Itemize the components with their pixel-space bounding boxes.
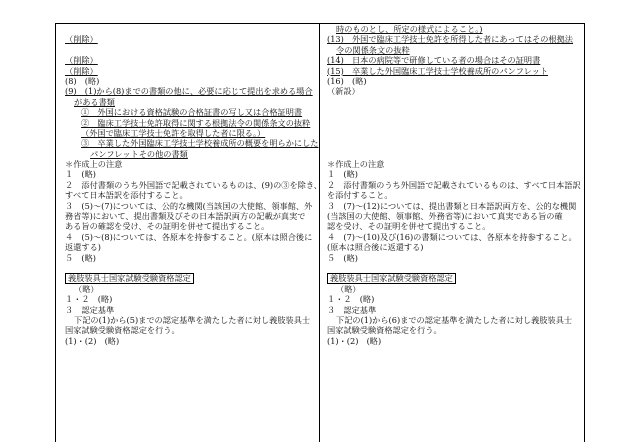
text-line: (9) (1)から(8)までの書類の他に、必要に応じて提出を求める場合 bbox=[65, 86, 313, 97]
left-column-revised bbox=[65, 24, 322, 346]
text-line: (15) 卒業した外国臨床工学技士学校養成所のパンフレット bbox=[327, 65, 549, 76]
text-line bbox=[327, 149, 579, 159]
spacer bbox=[327, 263, 579, 273]
text-line: ３ 認定基準 bbox=[65, 304, 115, 315]
text-line: がある書類 bbox=[74, 96, 115, 107]
text-line: ５ (略) bbox=[327, 252, 358, 263]
text-line bbox=[327, 138, 579, 148]
comparison-table bbox=[55, 23, 585, 442]
text-line: 時のものとし、所定の様式によること。) bbox=[336, 24, 483, 34]
text-line: ３ (5)～(7)については、公的な機関(当該国の大使館、領事館、外 bbox=[65, 200, 313, 211]
text-line: 下記の(1)から(5)までの認定基準を満たした者に対し義肢装具士 bbox=[74, 314, 311, 325]
text-line: （新設） bbox=[327, 86, 360, 97]
text-line: ２ 添付書類のうち外国語で記載されているものは、(9)の③を除き、 bbox=[65, 179, 322, 190]
text-line: (8) (略) bbox=[65, 75, 100, 86]
text-line: ５ (略) bbox=[65, 252, 96, 263]
text-line: （削除） bbox=[65, 65, 98, 76]
text-line: を添付すること。 bbox=[327, 190, 393, 201]
text-line: （略） bbox=[336, 283, 361, 294]
text-line bbox=[65, 24, 313, 34]
text-line: ＊作成上の注意 bbox=[327, 159, 385, 170]
text-line: すべて日本語訳を添付すること。 bbox=[65, 190, 188, 201]
text-line: ある旨の確認を受け、その証明を併せて提出すること。 bbox=[65, 221, 270, 232]
text-line: 務省等)において、提出書類及びその日本語訳両方の記載が真実で bbox=[65, 211, 306, 222]
text-line bbox=[327, 128, 579, 138]
text-line: ４ (5)～(8)については、各原本を持参すること。(原本は照合後に bbox=[65, 231, 313, 242]
text-line bbox=[327, 118, 579, 128]
text-line: ３ 認定基準 bbox=[327, 304, 377, 315]
text-line: 国家試験受験資格認定を行う。 bbox=[327, 325, 442, 336]
section-title-row bbox=[65, 273, 313, 283]
section-title-row bbox=[327, 273, 579, 283]
text-line: ② 臨床工学技士免許取得に関する根拠法令の関係条文の抜粋 bbox=[81, 117, 311, 128]
text-line: (13) 外国で臨床工学技士免許を所得した者にあってはその根拠法 bbox=[327, 34, 573, 45]
text-line: (16) (略) bbox=[327, 75, 367, 86]
text-line: ③ 卒業した外国臨床工学技士学校養成所の概要を明らかにした bbox=[81, 138, 319, 149]
text-line: ４ (7)～(10)及び(16)の書類については、各原本を持参すること。 bbox=[327, 231, 577, 242]
text-line: 令の関係条文の抜粋 bbox=[336, 44, 410, 55]
text-line: ① 外国における資格試験の合格証書の写し又は合格証明書 bbox=[81, 107, 303, 118]
text-line: １・２ (略) bbox=[65, 294, 113, 305]
text-line: (1)・(2) (略) bbox=[65, 335, 120, 346]
text-line bbox=[327, 107, 579, 117]
text-line: (原本は照合後に返還する) bbox=[327, 242, 424, 253]
text-line: １ (略) bbox=[327, 169, 358, 180]
text-line: (14) 日本の病院等で研修している者の場合はその証明書 bbox=[327, 55, 541, 66]
text-line: （削除） bbox=[65, 55, 98, 66]
section-title: 義肢装具士国家試験受験資格認定 bbox=[327, 273, 456, 284]
text-line bbox=[327, 97, 579, 107]
text-line: パンフレットその他の書類 bbox=[90, 148, 188, 159]
text-line bbox=[65, 45, 313, 55]
text-line: (1)・(2) (略) bbox=[327, 335, 382, 346]
text-line: 認を受け、その証明を併せて提出すること。 bbox=[327, 221, 491, 232]
text-line: 国家試験受験資格認定を行う。 bbox=[65, 325, 180, 336]
text-line: （削除） bbox=[65, 34, 98, 45]
section-title: 義肢装具士国家試験受験資格認定 bbox=[65, 273, 194, 284]
text-line: 返還する) bbox=[65, 242, 101, 253]
text-line: ３ (7)～(12)については、提出書類と日本語訳両方を、公的な機関 bbox=[327, 200, 577, 211]
spacer bbox=[65, 263, 313, 273]
text-line: １ (略) bbox=[65, 169, 96, 180]
text-line: ２ 添付書類のうち外国語で記載されているものは、すべて日本語訳 bbox=[327, 179, 581, 190]
text-line: (当該国の大使館、領事館、外務省等)において真実である旨の確 bbox=[327, 211, 563, 222]
column-divider bbox=[319, 24, 320, 442]
text-line: （外国で臨床工学技士免許を取得した者に限る。） bbox=[81, 127, 266, 138]
text-line: １・２ (略) bbox=[327, 294, 375, 305]
text-line: ＊作成上の注意 bbox=[65, 159, 123, 170]
text-line: 下記の(1)から(6)までの認定基準を満たした者に対し義肢装具士 bbox=[336, 314, 573, 325]
text-line: （略） bbox=[74, 283, 99, 294]
right-column-current bbox=[327, 24, 579, 346]
